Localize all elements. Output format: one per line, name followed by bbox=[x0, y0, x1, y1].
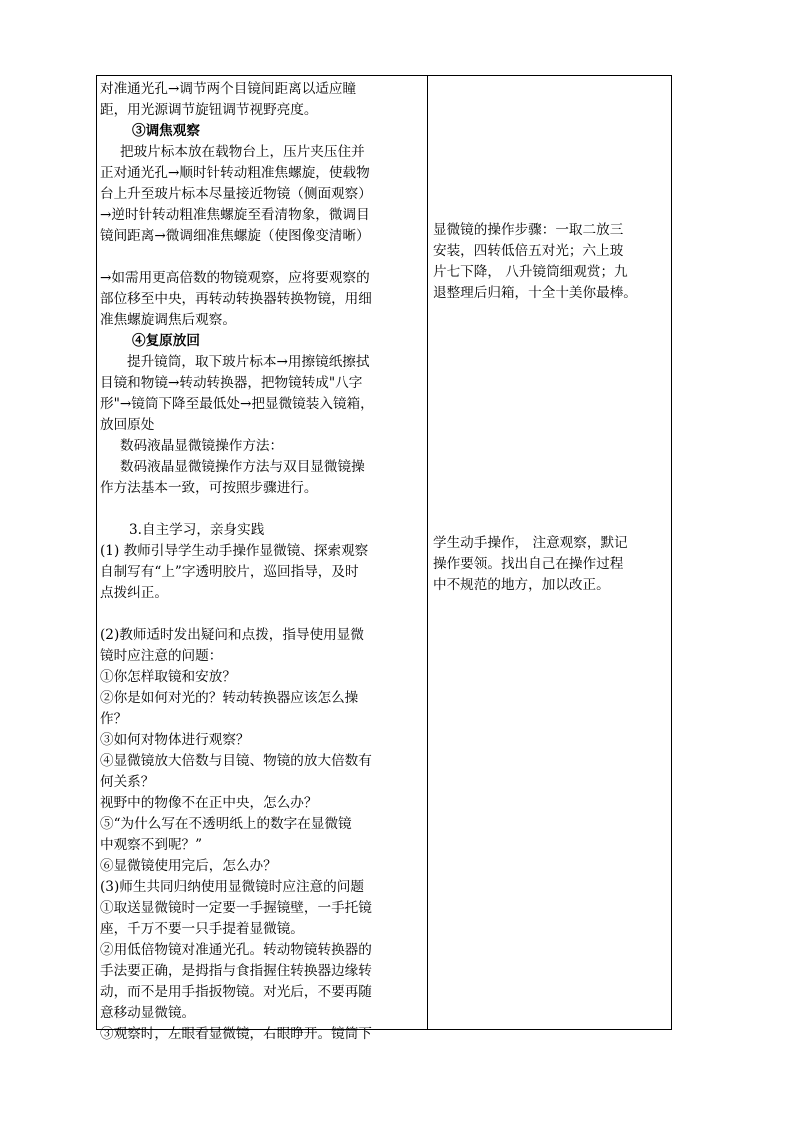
text-line: 对准通光孔→调节两个目镜间距离以适应瞳 bbox=[100, 81, 357, 97]
text-line: 作方法基本一致，可按照步骤进行。 bbox=[100, 480, 318, 496]
text-line: 自制写有“上”字透明胶片，巡回指导，及时 bbox=[100, 564, 359, 580]
text-line: 安装，四转低倍五对光；六上玻 bbox=[433, 243, 624, 259]
blank-line bbox=[100, 604, 424, 625]
section-heading-practice: 3.自主学习，亲身实践 bbox=[129, 522, 265, 538]
text-line: 视野中的物像不在正中央，怎么办？ bbox=[100, 795, 318, 811]
text-line: 显微镜的操作步骤：一取二放三 bbox=[433, 222, 624, 238]
text-line: 台上升至玻片标本尽量接近物镜（侧面观察） bbox=[100, 186, 372, 202]
text-line: 数码液晶显微镜操作方法： bbox=[120, 438, 284, 454]
student-activity-column bbox=[428, 76, 671, 1029]
text-line: 动，而不是用手指扳物镜。对光后，不要再随 bbox=[100, 984, 372, 1000]
text-line: 退整理后归箱，十全十美你最棒。 bbox=[433, 285, 637, 301]
question-item: ⑤“为什么写在不透明纸上的数字在显微镜 bbox=[100, 816, 352, 832]
blank-line bbox=[100, 247, 424, 268]
note-item: ③观察时，左眼看显微镜，右眼睁开。镜筒下 bbox=[100, 1026, 372, 1042]
text-line: 数码液晶显微镜操作方法与双目显微镜操 bbox=[120, 459, 365, 475]
question-item: ②你是如何对光的？转动转换器应该怎么操 bbox=[100, 690, 359, 706]
text-line: (2)教师适时发出疑问和点拨，指导使用显微 bbox=[100, 627, 364, 643]
text-line: →如需用更高倍数的物镜观察，应将要观察的 bbox=[100, 270, 370, 286]
text-line: 镜间距离→微调细准焦螺旋（使图像变清晰） bbox=[100, 228, 370, 244]
question-item: ①你怎样取镜和安放？ bbox=[100, 669, 236, 685]
text-line: 距，用光源调节旋钮调节视野亮度。 bbox=[100, 102, 318, 118]
section-heading-focus: ③调焦观察 bbox=[132, 123, 200, 139]
text-line: 片七下降， 八升镜筒细观赏；九 bbox=[433, 264, 628, 280]
text-line: 何关系？ bbox=[100, 774, 155, 790]
note-item: ①取送显微镜时一定要一手握镜壁，一手托镜 bbox=[100, 900, 372, 916]
operation-steps-rhyme bbox=[433, 220, 665, 304]
text-line: 部位移至中央，再转动转换器转换物镜，用细 bbox=[100, 291, 372, 307]
note-item: ②用低倍物镜对准通光孔。转动物镜转换器的 bbox=[100, 942, 372, 958]
text-line: 镜时应注意的问题： bbox=[100, 648, 223, 664]
text-line: 座，千万不要一只手提着显微镜。 bbox=[100, 921, 304, 937]
text-line: 操作要领。找出自己在操作过程 bbox=[433, 556, 624, 572]
lesson-table bbox=[96, 75, 672, 1042]
text-line: 中不规范的地方，加以改正。 bbox=[433, 577, 610, 593]
section-heading-restore: ④复原放回 bbox=[132, 333, 200, 349]
teacher-activity-column bbox=[97, 76, 428, 1042]
text-line: (3)师生共同归纳使用显微镜时应注意的问题 bbox=[100, 879, 364, 895]
student-practice-note bbox=[433, 533, 665, 596]
text-line: 作？ bbox=[100, 711, 128, 727]
text-line: 准焦螺旋调焦后观察。 bbox=[100, 312, 236, 328]
text-line: 点拨纠正。 bbox=[100, 585, 168, 601]
question-item: ⑥显微镜使用完后，怎么办？ bbox=[100, 858, 277, 874]
text-line: 把玻片标本放在载物台上，压片夹压住并 bbox=[120, 144, 365, 160]
text-line: 目镜和物镜→转动转换器，把物镜转成"八字 bbox=[100, 375, 363, 391]
text-line: 意移动显微镜。 bbox=[100, 1005, 196, 1021]
text-line: 手法要正确，是拇指与食指握住转换器边缘转 bbox=[100, 963, 372, 979]
text-line: →逆时针转动粗准焦螺旋至看清物象，微调目 bbox=[100, 207, 370, 223]
text-line: 放回原处 bbox=[100, 417, 155, 433]
question-item: ④显微镜放大倍数与目镜、物镜的放大倍数有 bbox=[100, 753, 372, 769]
text-line: 学生动手操作， 注意观察，默记 bbox=[433, 535, 628, 551]
question-item: ③如何对物体进行观察？ bbox=[100, 732, 250, 748]
text-line: 正对通光孔→顺时针转动粗准焦螺旋，使载物 bbox=[100, 165, 370, 181]
text-line: (1) 教师引导学生动手操作显微镜、探索观察 bbox=[100, 543, 369, 559]
text-line: 中观察不到呢？” bbox=[100, 837, 203, 853]
blank-line bbox=[100, 499, 424, 520]
text-line: 提升镜筒，取下玻片标本→用擦镜纸擦拭 bbox=[127, 354, 370, 370]
text-line: 形"→镜筒下降至最低处→把显微镜装入镜箱， bbox=[100, 396, 374, 412]
